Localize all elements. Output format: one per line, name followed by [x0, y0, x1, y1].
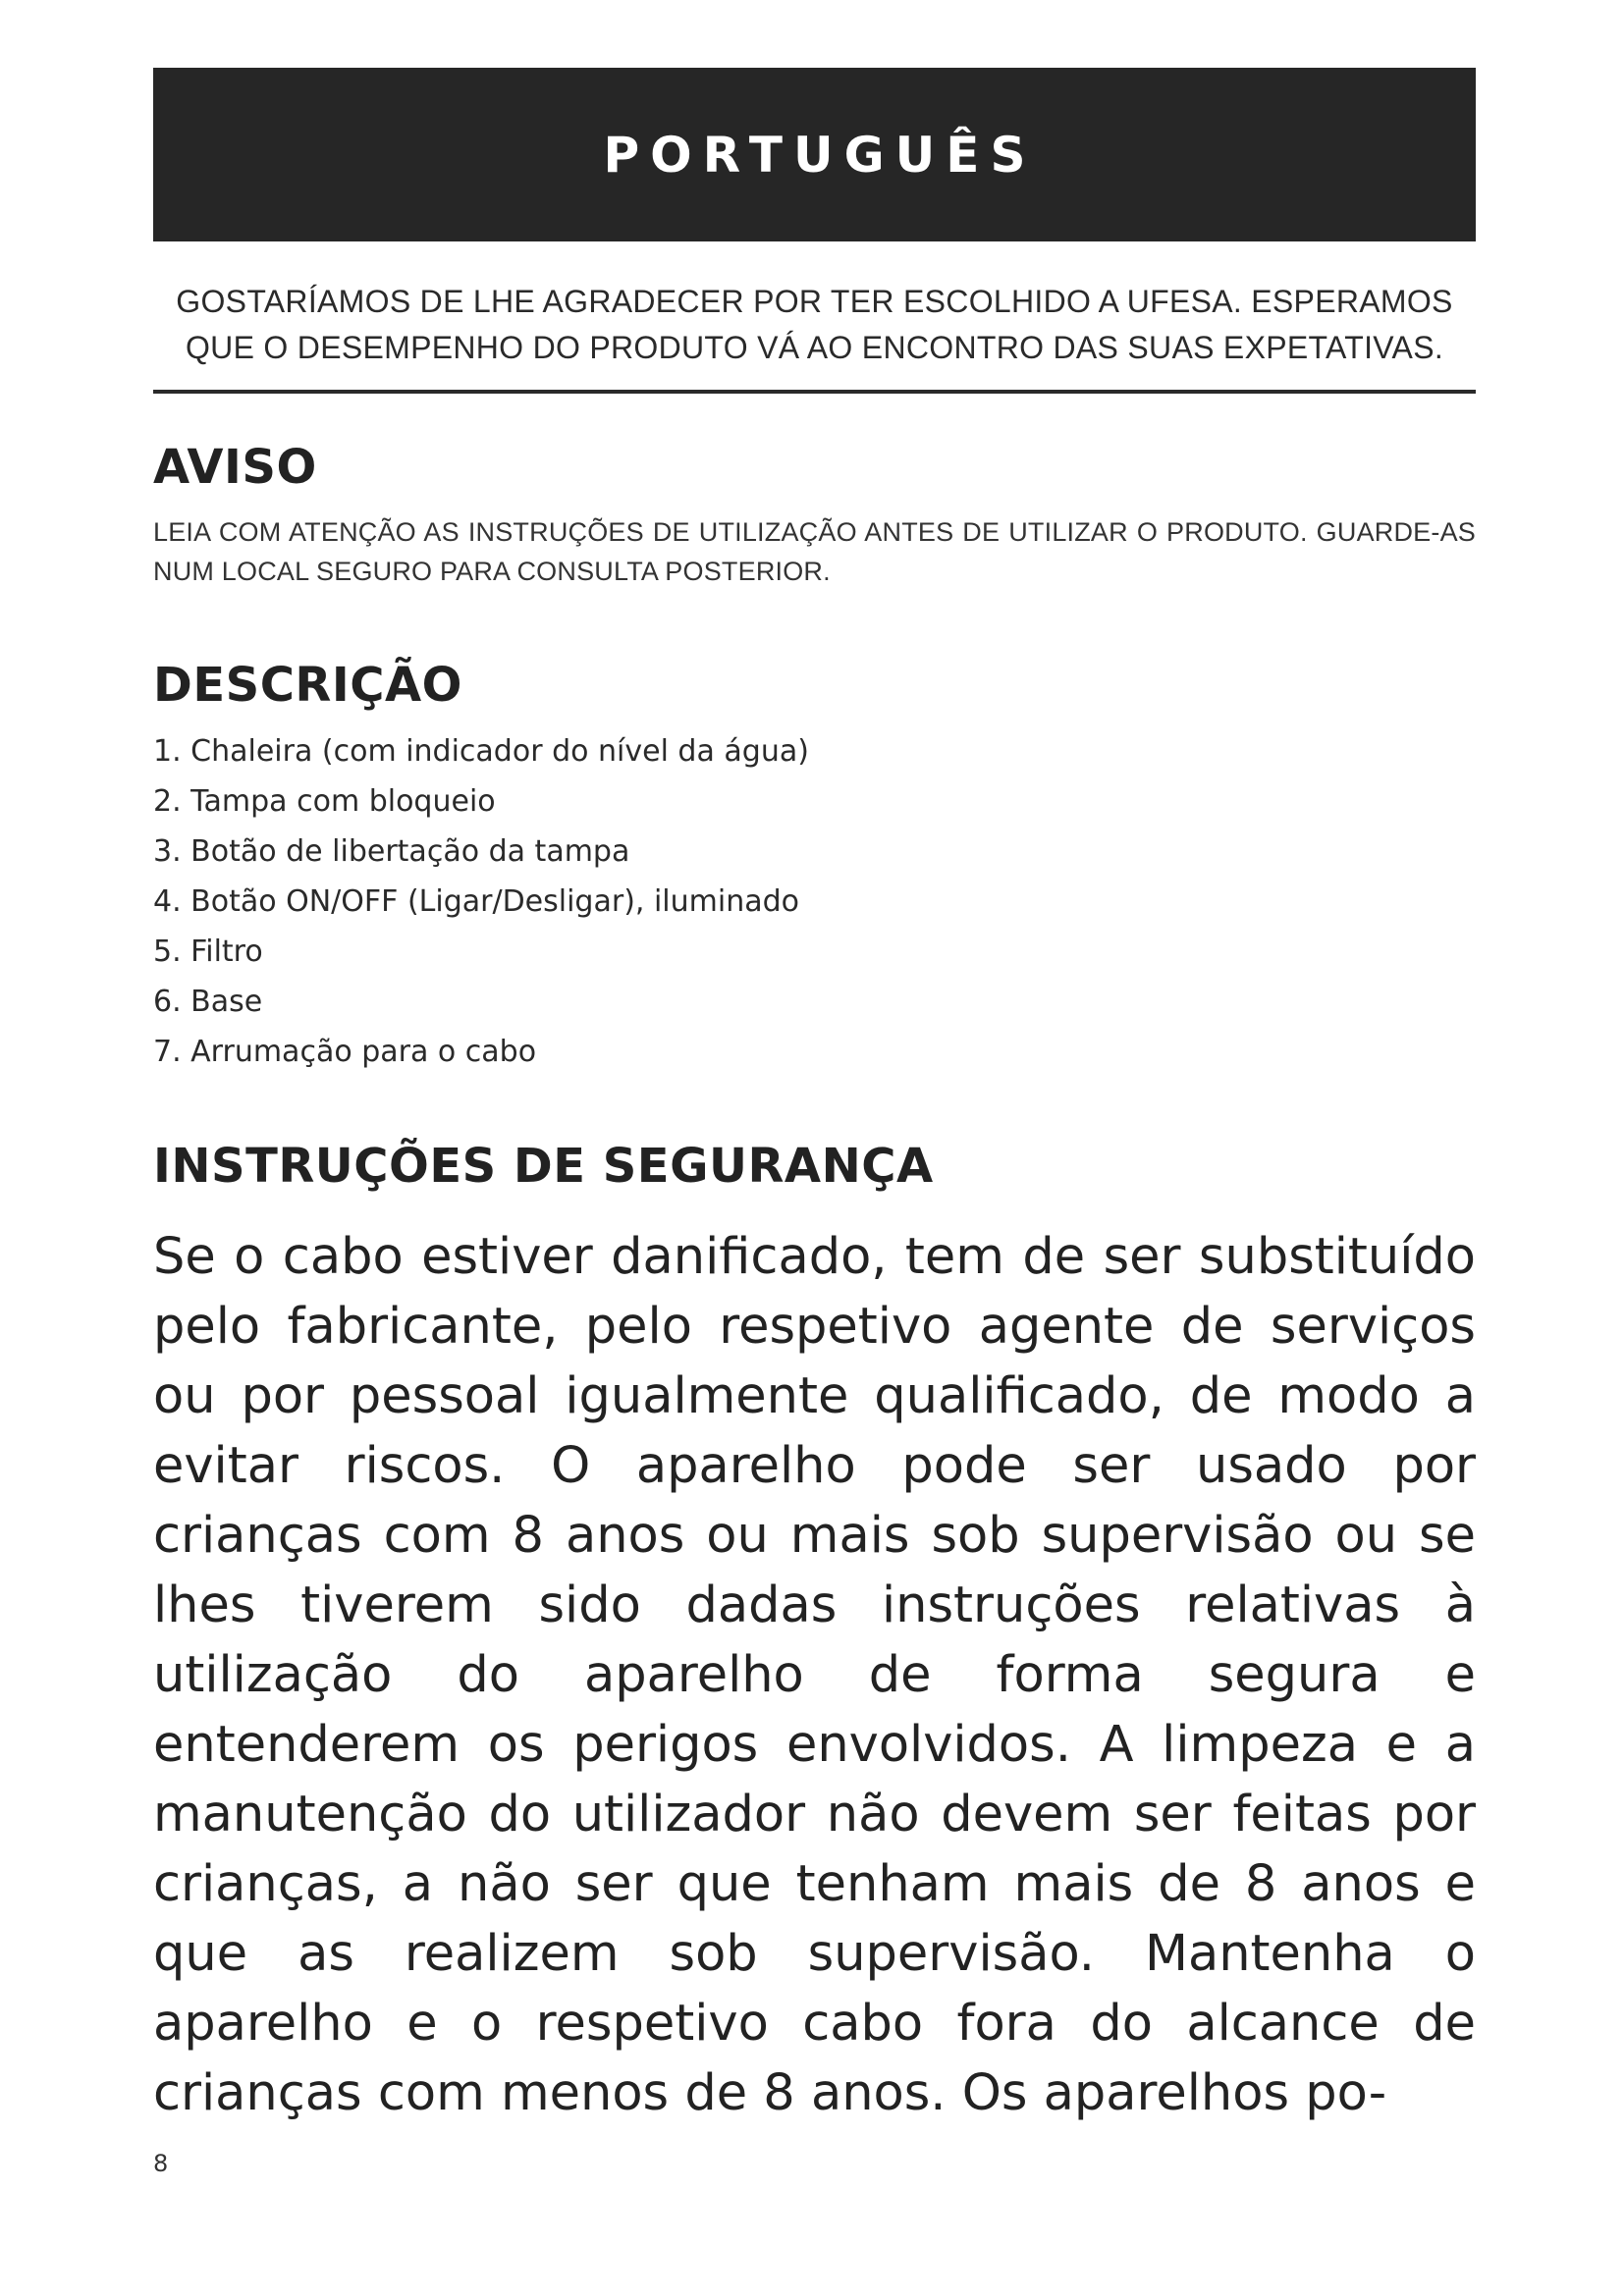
descricao-heading: DESCRIÇÃO	[153, 658, 462, 713]
intro-divider	[153, 390, 1476, 394]
list-item: 6. Base	[153, 985, 263, 1019]
page-number: 8	[153, 2150, 169, 2177]
list-item: 1. Chaleira (com indicador do nível da água)	[153, 734, 809, 769]
aviso-text: LEIA COM ATENÇÃO AS INSTRUÇÕES DE UTILIZAÇÃO ANTES DE UTILIZAR O PRODUTO. GUARDE-AS NUM LOCAL SEGURO PARA CONSULTA POSTERIOR.	[153, 517, 1476, 586]
language-banner	[153, 68, 1476, 241]
intro-text: GOSTARÍAMOS DE LHE AGRADECER POR TER ESCOLHIDO A UFESA. ESPERAMOS QUE O DESEMPENHO DO PRODUTO VÁ AO ENCONTRO DAS SUAS EXPETATIVAS.	[176, 284, 1453, 365]
list-item: 4. Botão ON/OFF (Ligar/Desligar), iluminado	[153, 884, 800, 919]
safety-text: Se o cabo estiver danificado, tem de ser substituído pelo fabricante, pelo respetivo agente de serviços ou por pessoal igualmente qualificado, de modo a evitar riscos. O aparelho pode ser usado por crianças com 8 anos ou mais sob supervisão ou se lhes tiverem sido dadas instruções relativas à utilização do aparelho de forma segura e entenderem os perigos envolvidos. A limpeza e a manutenção do utilizador não devem ser feitas por crianças, a não ser que tenham mais de 8 anos e que as realizem sob supervisão. Mantenha o aparelho e o respetivo cabo fora do alcance de crianças com menos de 8 anos. Os aparelhos po-	[153, 1228, 1476, 2122]
parts-list	[153, 726, 809, 1077]
safety-heading: INSTRUÇÕES DE SEGURANÇA	[153, 1139, 934, 1194]
list-item: 5. Filtro	[153, 934, 263, 969]
aviso-heading: AVISO	[153, 440, 317, 495]
list-item: 2. Tampa com bloqueio	[153, 784, 496, 819]
list-item: 7. Arrumação para o cabo	[153, 1035, 537, 1069]
list-item: 3. Botão de libertação da tampa	[153, 834, 630, 869]
language-title: PORTUGUÊS	[603, 126, 1037, 184]
